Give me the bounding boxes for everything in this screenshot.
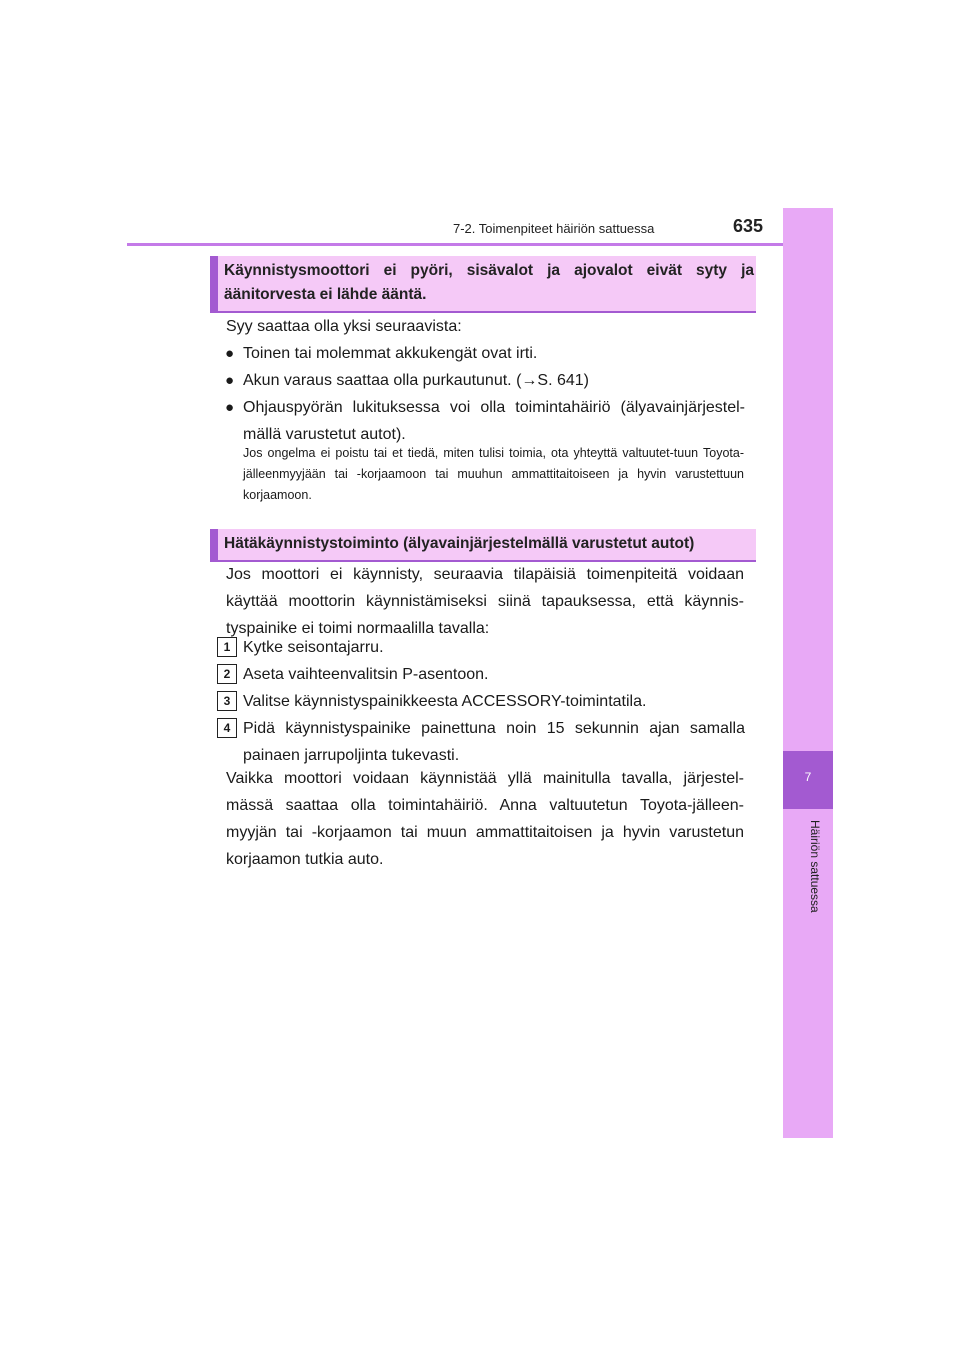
closing-paragraph: Vaikka moottori voidaan käynnistää yllä mainitulla tavalla, järjestel-mässä saattaa olla toimintahäiriö. Anna valtuutetun Toyota-jälleen-myyjän tai -korjaamon tai muun ammattitaitoisen ja hyvin varustetun korjaamon tutkia auto.: [226, 770, 744, 868]
section-heading-starter: Käynnistysmoottori ei pyöri, sisävalot ja ajovalot eivät syty ja äänitorvesta ei lähde ääntä.: [210, 256, 756, 313]
step-item: [217, 688, 745, 715]
bullet-text: Toinen tai molemmat akkukengät ovat irti.: [243, 345, 538, 362]
step-number-badge: 4: [217, 718, 237, 738]
service-note: Jos ongelma ei poistu tai et tiedä, miten tulisi toimia, ota yhteyttä valtuutet-tuun Toyota-jälleenmyyjään tai -korjaamoon tai muuhun ammattitaitoiseen ja hyvin varustettuun korjaamoon.: [243, 446, 744, 502]
step-text: Kytke seisontajarru.: [243, 639, 384, 656]
bullet-text: Akun varaus saattaa olla purkautunut. (→S. 641): [243, 372, 589, 389]
step-number-badge: 3: [217, 691, 237, 711]
step-text: Valitse käynnistyspainikkeesta ACCESSORY-toimintatila.: [243, 693, 647, 710]
step-item: [217, 661, 745, 688]
section-heading-emergency-start: Hätäkäynnistystoiminto (älyavainjärjestelmällä varustetut autot): [210, 529, 756, 562]
step-text: Pidä käynnistyspainike painettuna noin 15 sekunnin ajan samalla painaen jarrupoljinta tukevasti.: [243, 720, 745, 764]
bullet-dot-icon: ●: [225, 399, 235, 416]
bullet-item: [225, 340, 745, 367]
chapter-number: 7: [804, 770, 812, 784]
bullet-item: [225, 394, 745, 448]
section1-intro: Syy saattaa olla yksi seuraavista:: [226, 318, 462, 335]
section-reference: 7-2. Toimenpiteet häiriön sattuessa: [453, 221, 655, 236]
step-text: Aseta vaihteenvalitsin P-asentoon.: [243, 666, 489, 683]
page-number: 635: [733, 216, 764, 236]
step-number-badge: 2: [217, 664, 237, 684]
chapter-side-tab: [783, 208, 833, 1138]
bullet-dot-icon: ●: [225, 345, 235, 362]
step-item: [217, 634, 745, 661]
chapter-title: Häiriön sattuessa: [808, 820, 822, 913]
bullet-text: Ohjauspyörän lukituksessa voi olla toimintahäiriö (älyavainjärjestel-mällä varustetut autot).: [243, 399, 745, 443]
step-item: [217, 715, 745, 769]
bullet-dot-icon: ●: [225, 372, 235, 389]
header-divider: [127, 243, 833, 246]
section2-intro: Jos moottori ei käynnisty, seuraavia tilapäisiä toimenpiteitä voidaan käyttää moottorin käynnistämiseksi siinä tapauksessa, että käynnis-tyspainike ei toimi normaalilla tavalla:: [226, 566, 744, 637]
bullet-item: [225, 367, 745, 394]
step-number-badge: 1: [217, 637, 237, 657]
